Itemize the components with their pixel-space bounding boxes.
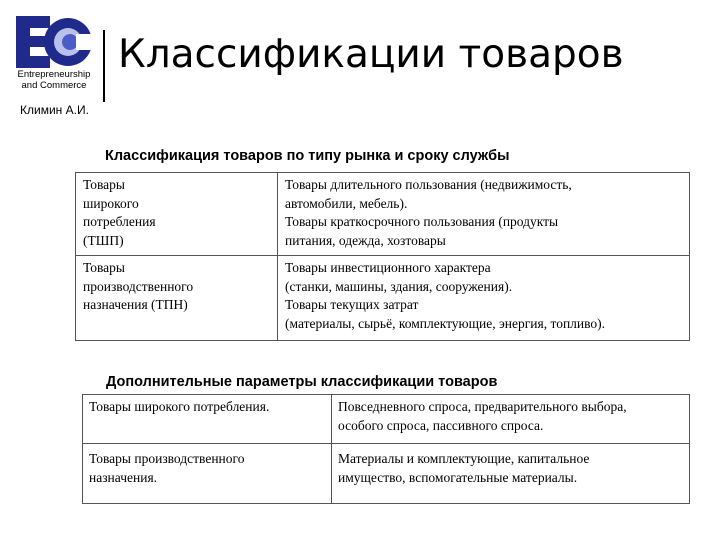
header-divider <box>103 30 105 102</box>
cell-line: Товары широкого потребления. <box>89 399 270 414</box>
logo-caption <box>12 69 96 91</box>
cell-line: Материалы и комплектующие, капитальное <box>338 451 590 466</box>
cell-line: Товары инвестиционного характера <box>285 260 491 275</box>
cell-line: особого спроса, пассивного спроса. <box>338 417 544 433</box>
cell-line: производственного <box>83 278 194 294</box>
cell-line: Товары краткосрочного пользования (продукты <box>285 214 559 229</box>
category-cell <box>83 444 332 504</box>
cell-line: Товары текущих затрат <box>285 297 419 312</box>
cell-line: Товары <box>83 260 125 275</box>
logo-line-2: and Commerce <box>21 80 87 91</box>
table-row <box>76 256 690 341</box>
table-row <box>83 395 690 444</box>
category-cell <box>76 173 278 256</box>
description-cell <box>278 173 690 256</box>
table-row <box>83 444 690 504</box>
cell-line: Товары производственного <box>89 451 245 466</box>
description-cell <box>278 256 690 341</box>
cell-line: Повседневного спроса, предварительного выбора, <box>338 399 627 414</box>
logo <box>12 14 92 94</box>
table2-title: Дополнительные параметры классификации товаров <box>106 374 498 390</box>
cell-line: Товары длительного пользования (недвижимость, <box>285 177 572 192</box>
cell-line: потребления <box>83 214 156 229</box>
logo-line-1: Entrepreneurship <box>17 69 91 80</box>
cell-line: (материалы, сырьё, комплектующие, энергия, топливо). <box>285 315 606 331</box>
additional-parameters-table <box>82 394 690 504</box>
cell-line: широкого <box>83 195 139 211</box>
table-row <box>76 173 690 256</box>
cell-line: Товары <box>83 177 125 192</box>
cell-line: (ТШП) <box>83 232 124 248</box>
table1-title: Классификация товаров по типу рынка и сроку службы <box>105 148 510 164</box>
market-type-table <box>75 172 690 341</box>
page-title: Классификации товаров <box>118 32 624 77</box>
cell-line: (станки, машины, здания, сооружения). <box>285 278 513 294</box>
cell-line: автомобили, мебель). <box>285 195 408 211</box>
cell-line: назначения. <box>89 469 158 485</box>
cell-line: назначения (ТПН) <box>83 297 188 312</box>
category-cell <box>83 395 332 444</box>
author-name: Климин А.И. <box>20 103 89 117</box>
ec-logo-icon <box>14 14 92 70</box>
cell-line: питания, одежда, хозтовары <box>285 232 446 248</box>
description-cell <box>332 444 690 504</box>
cell-line: имущество, вспомогательные материалы. <box>338 469 578 485</box>
category-cell <box>76 256 278 341</box>
description-cell <box>332 395 690 444</box>
